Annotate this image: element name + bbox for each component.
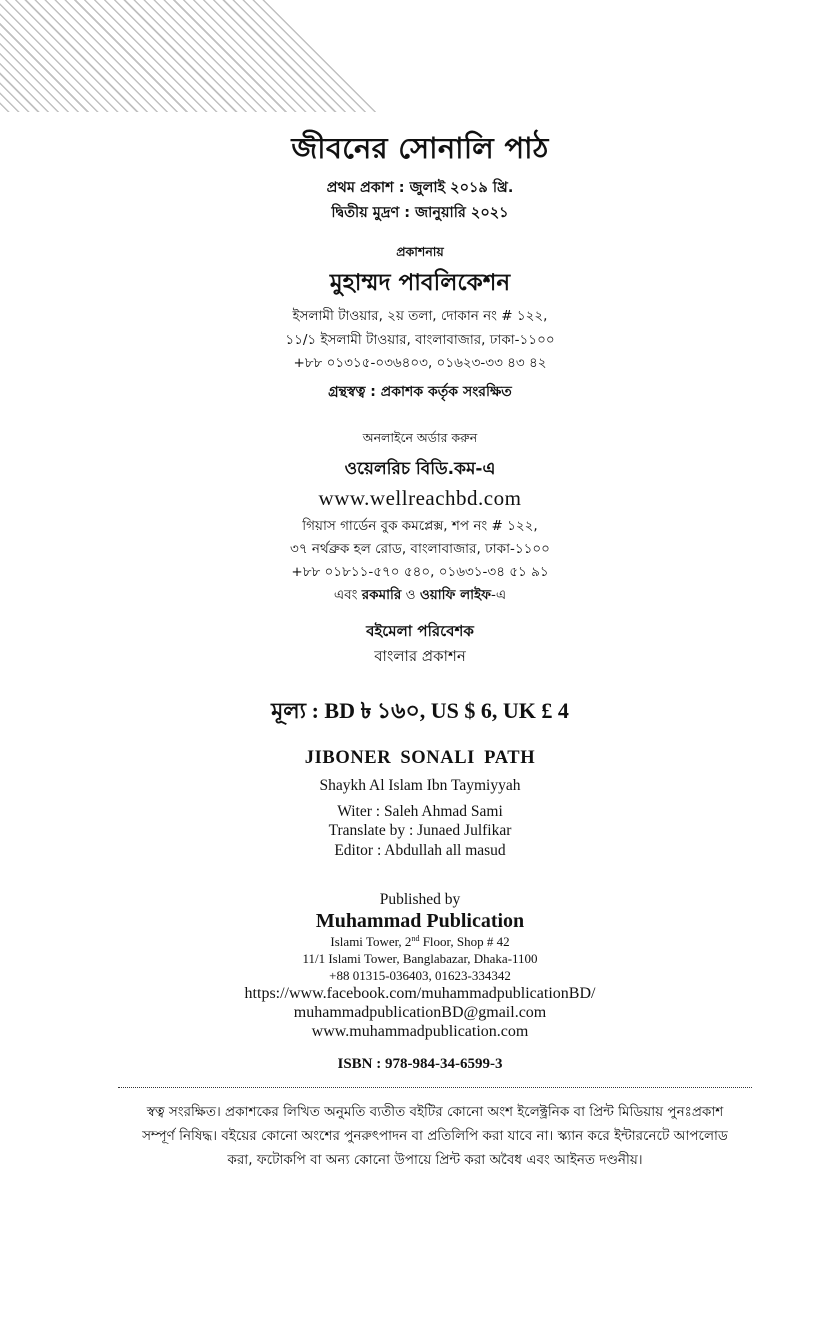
publisher-name-english: Muhammad Publication — [315, 910, 525, 932]
writer-english: Witer : Saleh Ahmad Sami — [337, 803, 503, 820]
rights-notice — [95, 1100, 775, 1172]
publisher-address-english-line2: 11/1 Islami Tower, Banglabazar, Dhaka-1100 — [302, 951, 538, 966]
publisher-name-bangla: মুহাম্মদ পাবলিকেশন — [329, 270, 511, 296]
store-wafilife: ওয়াফি লাইফ — [419, 587, 491, 603]
address-part: Islami Tower, 2 — [330, 934, 412, 949]
other-online-stores — [0, 584, 840, 607]
online-store-address-line2: ৩৭ নর্থব্রুক হল রোড, বাংলাবাজার, ঢাকা-১১০০ — [290, 541, 550, 557]
rights-notice-line3: করা, ফটোকপি বা অন্য কোনো উপায়ে প্রিন্ট করা অবৈধ এবং আইনত দণ্ডনীয়। — [227, 1152, 643, 1168]
price-label: মূল্য — [271, 699, 307, 724]
copyright-line: গ্রন্থস্বত্ব : প্রকাশক কর্তৃক সংরক্ষিত — [328, 384, 512, 400]
isbn: ISBN : 978-984-34-6599-3 — [337, 1056, 503, 1072]
online-order-label: অনলাইনে অর্ডার করুন — [362, 430, 478, 445]
also-joiner: ও — [401, 587, 420, 603]
published-by-label: Published by — [379, 891, 461, 908]
first-edition: প্রথম প্রকাশ : জুলাই ২০১৯ খ্রি. — [326, 180, 514, 196]
price-line — [0, 694, 840, 731]
publisher-label: প্রকাশনায় — [396, 244, 444, 259]
second-printing: দ্বিতীয় মুদ্রণ : জানুয়ারি ২০২১ — [331, 205, 509, 221]
dotted-divider — [118, 1087, 752, 1088]
editor-english: Editor : Abdullah all masud — [334, 842, 506, 859]
also-suffix: -এ — [490, 587, 507, 603]
facebook-link[interactable]: https://www.facebook.com/muhammadpublicationBD/ — [244, 985, 596, 1002]
rights-notice-line2: সম্পূর্ণ নিষিদ্ধ। বইয়ের কোনো অংশের পুনরুৎপাদন বা প্রতিলিপি করা যাবে না। স্ক্যান করে ইন্টারনেটে আপলোড — [142, 1128, 728, 1144]
ordinal-suffix: nd — [411, 934, 420, 943]
rights-notice-line1: স্বত্ব সংরক্ষিত। প্রকাশকের লিখিত অনুমতি ব্যতীত বইটির কোনো অংশ ইলেক্ট্রনিক বা প্রিন্ট মিডিয়ায় পুনঃপ্রকাশ — [146, 1104, 724, 1120]
online-store-phone: +৮৮ ০১৮১১-৫৭০ ৫৪০, ০১৬৩১-৩৪ ৫১ ৯১ — [291, 564, 549, 580]
publisher-address-line1: ইসলামী টাওয়ার, ২য় তলা, দোকান নং # ১২২, — [292, 308, 548, 324]
publisher-phone-english: +88 01315-036403, 01623-334342 — [329, 968, 511, 983]
book-title-bangla: জীবনের সোনালি পাঠ — [291, 131, 549, 165]
online-store-address-line1: গিয়াস গার্ডেন বুক কমপ্লেক্স, শপ নং # ১২২, — [302, 518, 538, 534]
publisher-address-english-line1 — [0, 934, 840, 950]
translator-english: Translate by : Junaed Julfikar — [328, 822, 512, 839]
decorative-hatch-pattern — [0, 0, 385, 112]
online-store-website[interactable]: www.wellreachbd.com — [318, 486, 522, 510]
book-fair-label: বইমেলা পরিবেশক — [366, 622, 474, 640]
book-fair-distributor: বাংলার প্রকাশন — [374, 647, 466, 665]
website-link[interactable]: www.muhammadpublication.com — [311, 1023, 529, 1040]
email-link[interactable]: muhammadpublicationBD@gmail.com — [293, 1004, 547, 1021]
also-prefix: এবং — [333, 587, 362, 603]
price-value: BD ৳ ১৬০, US $ 6, UK £ 4 — [324, 698, 569, 723]
address-part: Floor, Shop # 42 — [419, 934, 510, 949]
publisher-address-line2: ১১/১ ইসলামী টাওয়ার, বাংলাবাজার, ঢাকা-১১০০ — [285, 332, 555, 348]
publisher-phone: +৮৮ ০১৩১৫-০৩৬৪০৩, ০১৬২৩-৩৩ ৪৩ ৪২ — [293, 355, 547, 371]
store-rokomari: রকমারি — [361, 587, 402, 603]
online-store-name: ওয়েলরিচ বিডি.কম-এ — [344, 459, 496, 479]
author-english: Shaykh Al Islam Ibn Taymiyyah — [319, 777, 521, 794]
book-title-english: JIBONER SONALI PATH — [304, 748, 536, 768]
price-separator: : — [306, 698, 325, 723]
